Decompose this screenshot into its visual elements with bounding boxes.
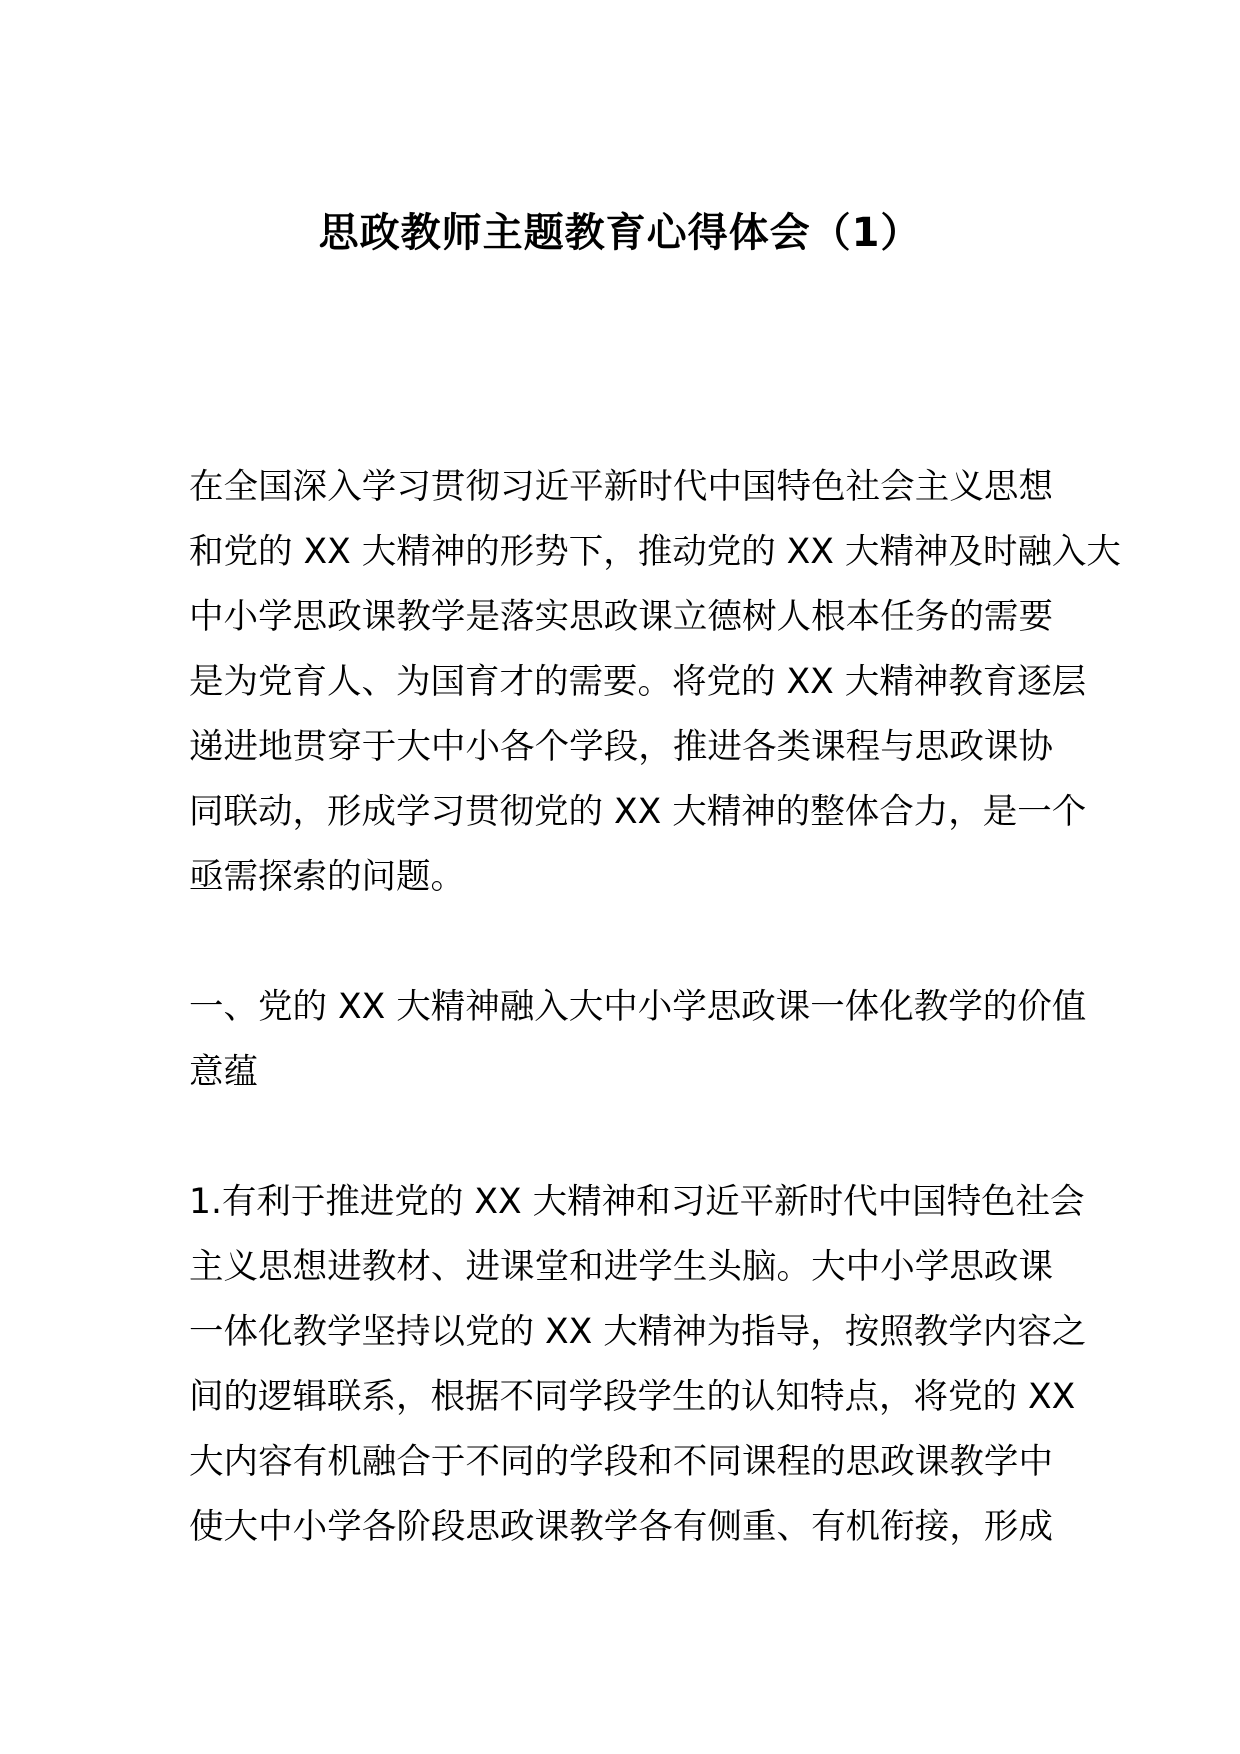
paragraph-line: 亟需探索的问题。 xyxy=(189,857,465,897)
point-1-paragraph xyxy=(189,1170,1087,1560)
heading-line: 意蕴 xyxy=(189,1052,258,1092)
paragraph-line: 和党的 XX 大精神的形势下，推动党的 XX 大精神及时融入大 xyxy=(189,532,1121,572)
intro-paragraph xyxy=(189,455,1121,910)
paragraph-line: 使大中小学各阶段思政课教学各有侧重、有机衔接，形成 xyxy=(189,1507,1053,1547)
paragraph-line: 同联动，形成学习贯彻党的 XX 大精神的整体合力，是一个 xyxy=(189,792,1087,832)
paragraph-line: 中小学思政课教学是落实思政课立德树人根本任务的需要 xyxy=(189,597,1053,637)
paragraph-line: 1.有利于推进党的 XX 大精神和习近平新时代中国特色社会 xyxy=(189,1182,1085,1222)
paragraph-line: 大内容有机融合于不同的学段和不同课程的思政课教学中 xyxy=(189,1442,1053,1482)
paragraph-line: 递进地贯穿于大中小各个学段，推进各类课程与思政课协 xyxy=(189,727,1053,767)
paragraph-line: 一体化教学坚持以党的 XX 大精神为指导，按照教学内容之 xyxy=(189,1312,1087,1352)
paragraph-line: 主义思想进教材、进课堂和进学生头脑。大中小学思政课 xyxy=(189,1247,1053,1287)
paragraph-line: 是为党育人、为国育才的需要。将党的 XX 大精神教育逐层 xyxy=(189,662,1087,702)
section-heading-1 xyxy=(189,975,1087,1105)
paragraph-line: 在全国深入学习贯彻习近平新时代中国特色社会主义思想 xyxy=(189,467,1053,507)
paragraph-line: 间的逻辑联系，根据不同学段学生的认知特点，将党的 XX xyxy=(189,1377,1076,1417)
heading-line: 一、党的 XX 大精神融入大中小学思政课一体化教学的价值 xyxy=(189,987,1087,1027)
document-title: 思政教师主题教育心得体会（1） xyxy=(318,210,922,256)
